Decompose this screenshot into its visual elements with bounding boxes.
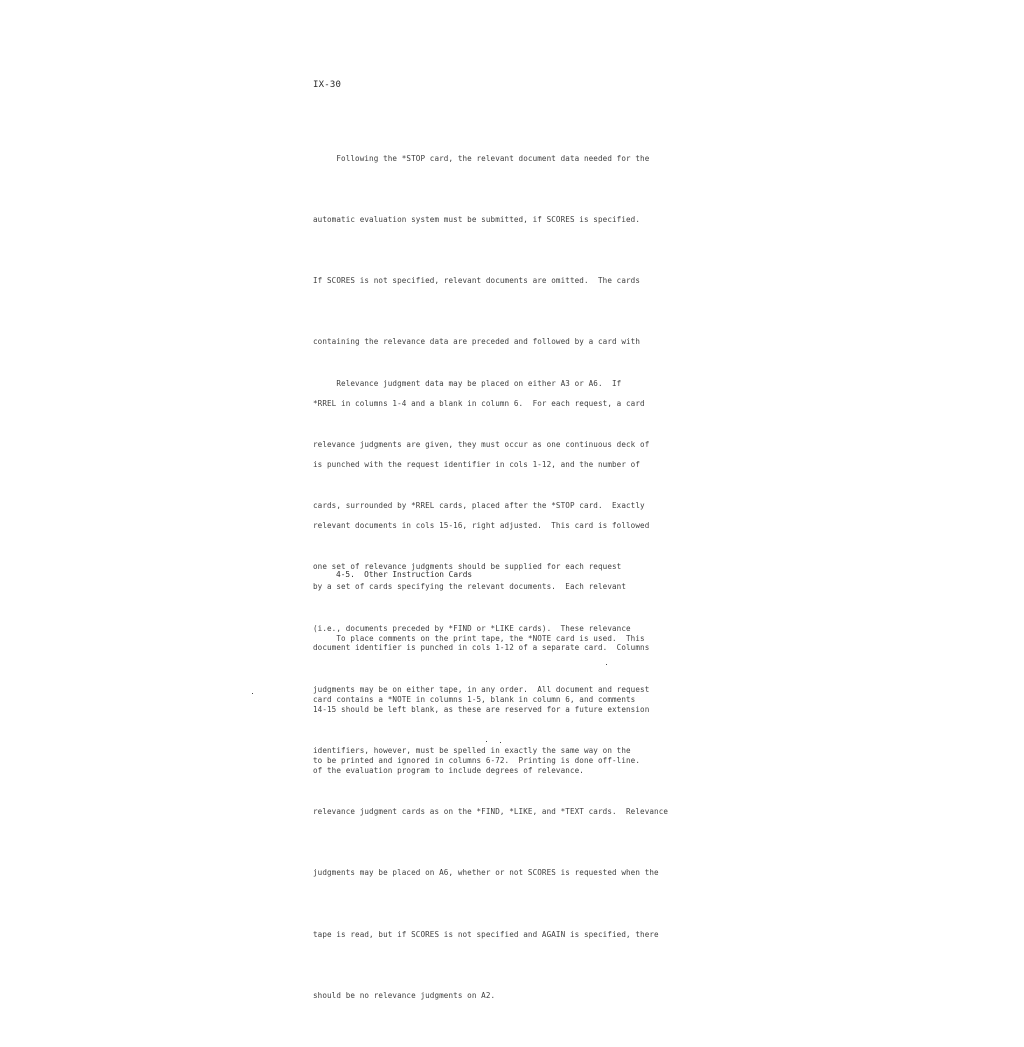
text-line: by a set of cards specifying the relevant documents. Each relevant — [313, 582, 627, 592]
text-line: should be no relevance judgments on A2. — [313, 990, 496, 1000]
text-line: (i.e., documents preceded by *FIND or *LIKE cards). These relevance — [313, 623, 631, 633]
section-heading: 4-5. Other Instruction Cards — [336, 570, 473, 579]
text-line: judgments may be placed on A6, whether or not SCORES is requested when the — [313, 868, 659, 878]
text-line: *RREL in columns 1-4 and a blank in column 6. For each request, a card — [313, 398, 645, 408]
text-line: card contains a *NOTE in columns 1-5, blank in column 6, and comments — [313, 695, 636, 705]
text-line: is punched with the request identifier in cols 1-12, and the number of — [313, 459, 641, 469]
text-line: To place comments on the print tape, the *NOTE card is used. This — [313, 633, 645, 643]
text-line: cards, surrounded by *RREL cards, placed after the *STOP card. Exactly — [313, 501, 645, 511]
text-line: Relevance judgment data may be placed on either A3 or A6. If — [313, 378, 622, 388]
scan-speck — [486, 741, 487, 742]
text-line: Following the *STOP card, the relevant document data needed for the — [313, 153, 650, 163]
scan-speck — [500, 742, 501, 743]
text-line: of the evaluation program to include degrees of relevance. — [313, 765, 584, 775]
text-line: relevance judgment cards as on the *FIND, *LIKE, and *TEXT cards. Relevance — [313, 807, 669, 817]
paragraph-note-card — [313, 588, 678, 812]
scan-speck — [606, 664, 607, 665]
text-line: containing the relevance data are preceded and followed by a card with — [313, 337, 641, 347]
text-line: If SCORES is not specified, relevant documents are omitted. The cards — [313, 276, 641, 286]
text-line: document identifier is punched in cols 1-12 of a separate card. Columns — [313, 643, 650, 653]
text-line: relevance judgments are given, they must occur as one continuous deck of — [313, 440, 650, 450]
text-line: relevant documents in cols 15-16, right adjusted. This card is followed — [313, 521, 650, 531]
scan-speck — [252, 693, 253, 694]
text-line: identifiers, however, must be spelled in exactly the same way on the — [313, 746, 631, 756]
text-line: 14-15 should be left blank, as these are reserved for a future extension — [313, 704, 650, 714]
text-line: tape is read, but if SCORES is not specified and AGAIN is specified, there — [313, 929, 659, 939]
text-line: judgments may be on either tape, in any order. All document and request — [313, 684, 650, 694]
text-line: one set of relevance judgments should be supplied for each request — [313, 562, 622, 572]
text-line: to be printed and ignored in columns 6-72. Printing is done off-line. — [313, 756, 641, 766]
text-line: automatic evaluation system must be submitted, if SCORES is specified. — [313, 215, 641, 225]
page-number: IX-30 — [313, 80, 342, 90]
